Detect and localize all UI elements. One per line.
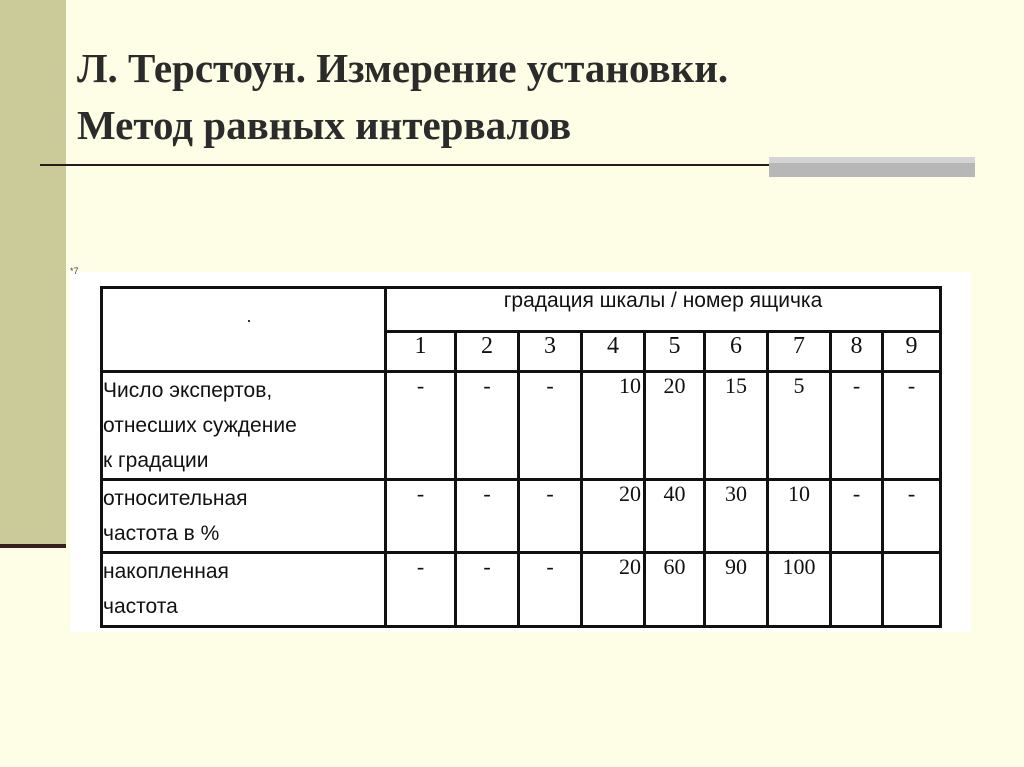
slide-title [77, 40, 728, 154]
cell-value: - [456, 480, 519, 553]
col-number: 4 [582, 332, 645, 372]
title-line-1: Л. Терстоун. Измерение установки. [77, 45, 729, 91]
left-accent-band [0, 0, 66, 548]
cell-value: - [519, 372, 582, 480]
cell-value: - [519, 480, 582, 553]
cell-value: - [519, 553, 582, 627]
cell-value: 20 [582, 480, 645, 553]
left-accent-rule [0, 544, 66, 548]
col-number: 6 [705, 332, 768, 372]
cell-value: - [386, 553, 456, 627]
cell-value: - [456, 553, 519, 627]
cell-value: 30 [705, 480, 768, 553]
cell-value: - [831, 372, 883, 480]
row-label: накопленная частота [102, 553, 386, 627]
cell-value: 20 [582, 553, 645, 627]
cell-value: - [456, 372, 519, 480]
col-number: 8 [831, 332, 883, 372]
corner-cell [102, 288, 386, 372]
cell-value: - [883, 372, 941, 480]
cell-value: - [883, 480, 941, 553]
title-accent-bar [769, 157, 975, 177]
cell-value: 10 [768, 480, 831, 553]
col-number: 3 [519, 332, 582, 372]
col-number: 7 [768, 332, 831, 372]
cell-value: 10 [582, 372, 645, 480]
stray-dot [248, 320, 250, 322]
cell-value [883, 553, 941, 627]
cell-value [831, 553, 883, 627]
table-row-experts [102, 372, 941, 480]
col-number: 1 [386, 332, 456, 372]
col-number: 2 [456, 332, 519, 372]
cell-value: 15 [705, 372, 768, 480]
cell-value: 20 [645, 372, 705, 480]
table-row-relative-frequency [102, 480, 941, 553]
cell-value: 40 [645, 480, 705, 553]
row-label: Число экспертов, отнесших суждение к градации [102, 372, 386, 480]
corner-mark: *7 [70, 266, 79, 276]
cell-value: - [386, 372, 456, 480]
table-row-cumulative-frequency [102, 553, 941, 627]
cell-value: 5 [768, 372, 831, 480]
cell-value: 90 [705, 553, 768, 627]
thurstone-table [100, 286, 942, 628]
cell-value: - [386, 480, 456, 553]
header-row [102, 288, 941, 332]
row-label: относительная частота в % [102, 480, 386, 553]
col-number: 5 [645, 332, 705, 372]
cell-value: 60 [645, 553, 705, 627]
scale-header: градация шкалы / номер ящичка [386, 288, 941, 332]
cell-value: - [831, 480, 883, 553]
col-number: 9 [883, 332, 941, 372]
cell-value: 100 [768, 553, 831, 627]
title-line-2: Метод равных интервалов [77, 102, 572, 148]
